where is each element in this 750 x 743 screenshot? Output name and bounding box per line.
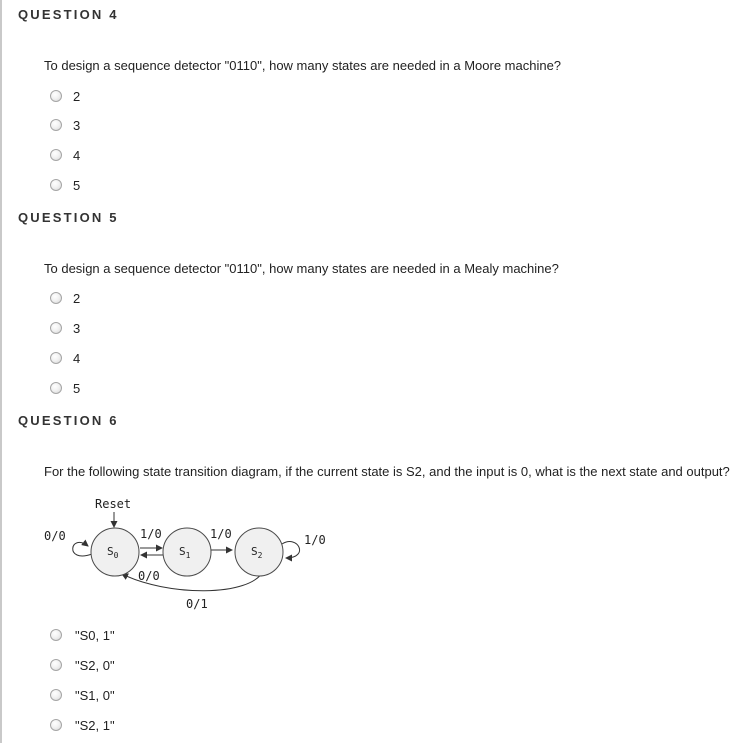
option-label: "S0, 1" [75, 627, 115, 643]
radio-button[interactable] [50, 382, 62, 394]
radio-button[interactable] [50, 322, 62, 334]
state-transition-diagram [36, 492, 336, 614]
option-label: 5 [73, 177, 81, 193]
left-border [0, 0, 2, 743]
question-5-option-2[interactable] [50, 320, 80, 336]
s2-self-loop-label: 1/0 [304, 533, 326, 547]
option-label: 2 [73, 88, 81, 104]
radio-button[interactable] [50, 629, 62, 641]
question-4-option-1[interactable] [50, 88, 80, 104]
radio-button[interactable] [50, 179, 62, 191]
state-s0-label: $S_0$ [107, 545, 119, 560]
question-4-text: To design a sequence detector "0110", how many states are needed in a Moore machine? [44, 58, 562, 73]
question-6-text: For the following state transition diagram, if the current state is S2, and the input is 0, what is the next state and output? [44, 464, 730, 479]
s0-self-loop-label: 0/0 [44, 529, 66, 543]
question-5-text: To design a sequence detector "0110", how many states are needed in a Mealy machine? [44, 261, 559, 276]
question-5-option-3[interactable] [50, 350, 80, 366]
question-6-option-1[interactable] [50, 627, 115, 643]
radio-button[interactable] [50, 90, 62, 102]
radio-button[interactable] [50, 149, 62, 161]
state-s2-label: $S_2$ [251, 545, 263, 560]
s0-to-s1-label: 1/0 [140, 527, 162, 541]
radio-button[interactable] [50, 689, 62, 701]
question-6-option-3[interactable] [50, 687, 115, 703]
state-s1-label: $S_1$ [179, 545, 191, 560]
question-6-option-4[interactable] [50, 717, 115, 733]
question-5-header: QUESTION 5 [18, 210, 119, 225]
question-4-option-4[interactable] [50, 177, 80, 193]
s2-to-s0-label: 0/1 [186, 597, 208, 611]
option-label: 3 [73, 320, 81, 336]
s0-self-loop [73, 542, 92, 556]
question-4-header: QUESTION 4 [18, 7, 119, 22]
option-label: 3 [73, 117, 81, 133]
question-6-option-2[interactable] [50, 657, 115, 673]
s1-to-s2-label: 1/0 [210, 527, 232, 541]
reset-label: Reset [95, 497, 132, 511]
s2-self-loop [282, 542, 300, 558]
radio-button[interactable] [50, 659, 62, 671]
option-label: 4 [73, 350, 81, 366]
option-label: 4 [73, 147, 81, 163]
option-label: "S2, 1" [75, 717, 115, 733]
option-label: "S2, 0" [75, 657, 115, 673]
s1-to-s0-label: 0/0 [138, 569, 160, 583]
option-label: 2 [73, 290, 81, 306]
option-label: "S1, 0" [75, 687, 115, 703]
question-5-option-1[interactable] [50, 290, 80, 306]
question-6-header: QUESTION 6 [18, 413, 119, 428]
question-5-option-4[interactable] [50, 380, 80, 396]
radio-button[interactable] [50, 292, 62, 304]
question-4-option-3[interactable] [50, 147, 80, 163]
radio-button[interactable] [50, 119, 62, 131]
option-label: 5 [73, 380, 81, 396]
question-4-option-2[interactable] [50, 117, 80, 133]
radio-button[interactable] [50, 719, 62, 731]
radio-button[interactable] [50, 352, 62, 364]
